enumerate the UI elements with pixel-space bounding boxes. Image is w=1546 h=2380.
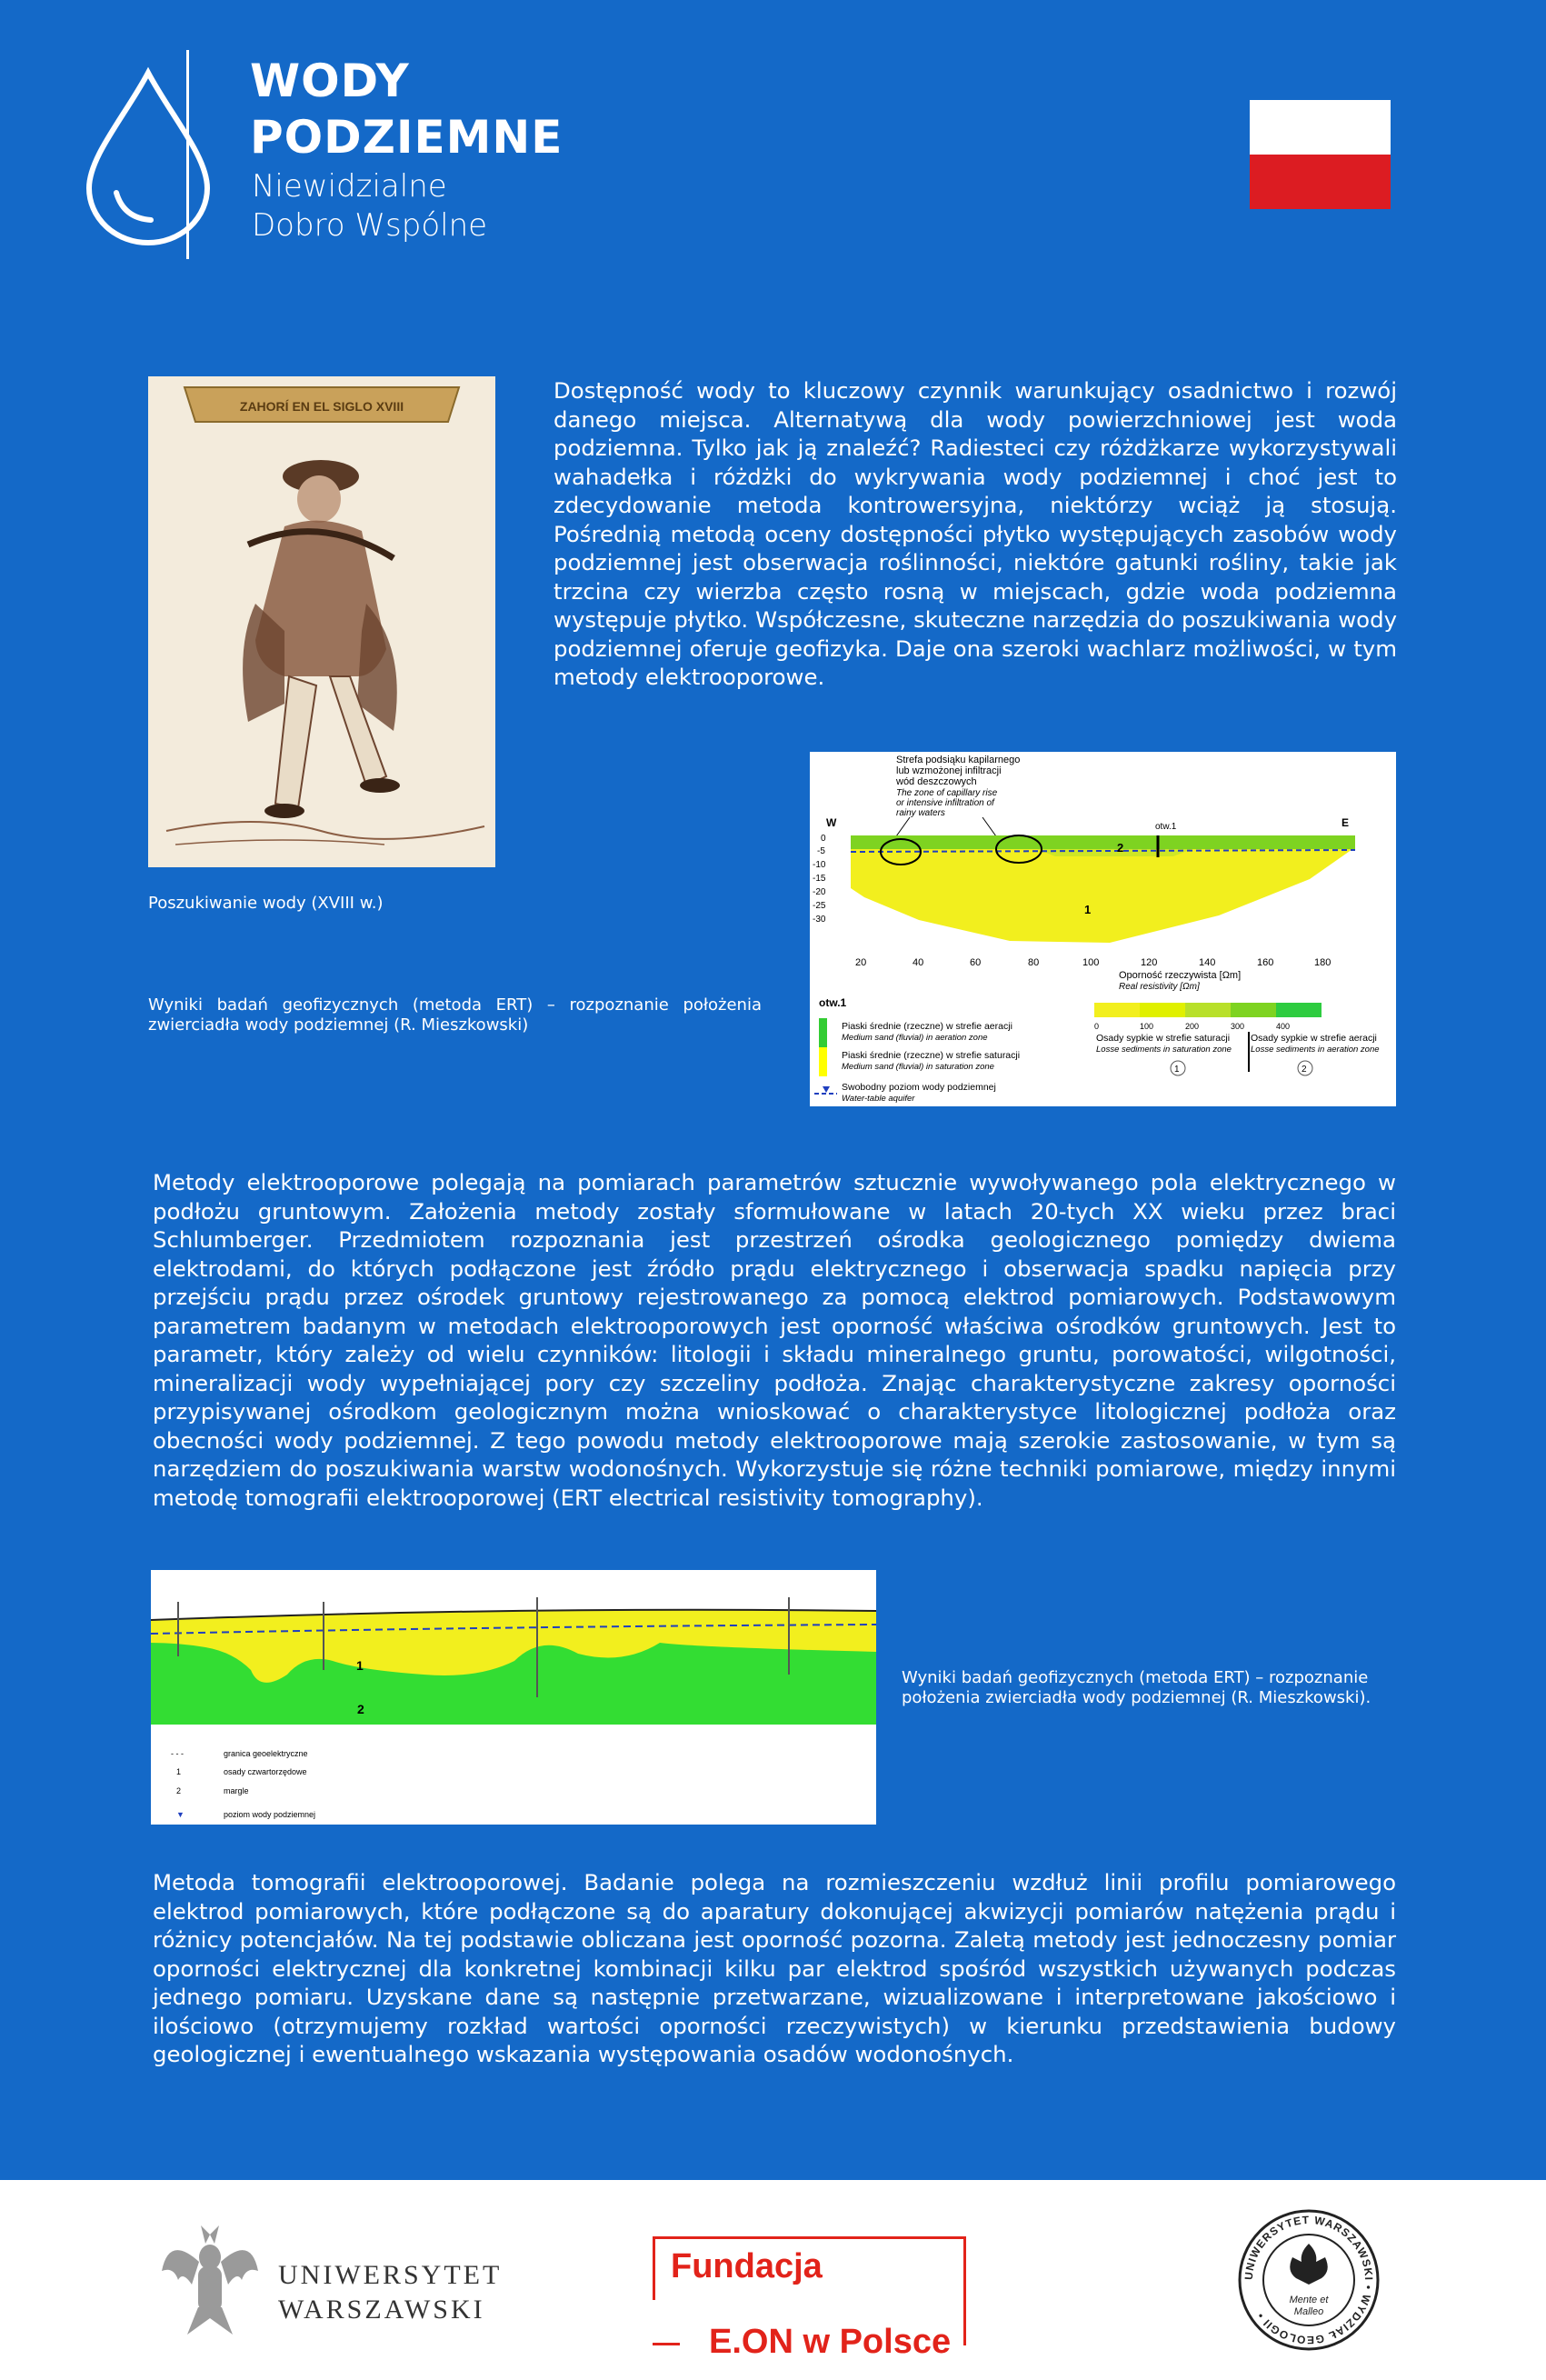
resistivity-label-en: Real resistivity [Ωm] <box>1119 982 1200 992</box>
engraving-banner: ZAHORÍ EN EL SIGLO XVIII <box>239 399 404 414</box>
scale-tick: 400 <box>1276 1022 1291 1031</box>
water-diviner-engraving <box>148 376 495 867</box>
engraving-caption: Poszukiwanie wody (XVIII w.) <box>148 894 384 913</box>
legend-label: Piaski średnie (rzeczne) w strefie saturacji <box>842 1050 1021 1061</box>
depth-tick: -10 <box>813 860 826 870</box>
eon-line1: Fundacja <box>671 2247 823 2285</box>
subtitle-line2: Dobro Wspólne <box>252 207 488 244</box>
title-line1: WODY <box>250 55 410 107</box>
well-label: otw.1 <box>1155 822 1177 832</box>
legend-right-label: Losse sediments in aeration zone <box>1251 1045 1380 1055</box>
east-label: E <box>1342 816 1350 829</box>
water-table-icon <box>823 1086 830 1093</box>
uw-name-line1: UNIWERSYTET <box>278 2260 503 2290</box>
west-label: W <box>826 816 837 829</box>
legend-right-label: Osady sypkie w strefie saturacji <box>1096 1033 1231 1044</box>
x-tick: 140 <box>1199 957 1216 968</box>
scale-segment <box>1094 1003 1140 1017</box>
scale-segment <box>1140 1003 1185 1017</box>
scale-segment <box>1276 1003 1322 1017</box>
water-drop-icon <box>80 65 216 247</box>
legend-label: Medium sand (fluvial) in saturation zone <box>842 1062 994 1072</box>
x-tick: 180 <box>1314 957 1332 968</box>
zone-1-label: 1 <box>1084 903 1092 916</box>
depth-tick: -30 <box>813 915 826 925</box>
legend-label: Piaski średnie (rzeczne) w strefie aeracji <box>842 1021 1012 1032</box>
x-tick: 120 <box>1141 957 1158 968</box>
callout-line: The zone of capillary rise <box>896 788 998 798</box>
callout-line: lub wzmożonej infiltracji <box>896 765 1002 776</box>
scale-tick: 100 <box>1140 1022 1154 1031</box>
seal-ring-text: UNIWERSYTET WARSZAWSKI • WYDZIAŁ GEOLOGII • <box>1242 2213 1376 2347</box>
callout-line: rainy waters <box>896 808 945 818</box>
flag-white-stripe <box>1250 100 1391 155</box>
zone-2-label: 2 <box>1117 841 1124 855</box>
legend-symbol: ▼ <box>176 1810 185 1819</box>
scale-segment <box>1231 1003 1276 1017</box>
depth-tick: -5 <box>817 846 825 856</box>
scale-tick: 200 <box>1185 1022 1200 1031</box>
depth-tick: -25 <box>813 901 826 911</box>
legend-right-number: 2 <box>1302 1065 1307 1075</box>
scale-tick: 300 <box>1231 1022 1245 1031</box>
eagle-emblem-icon <box>160 2216 260 2344</box>
zone-1-label: 1 <box>356 1658 364 1673</box>
title-line2: PODZIEMNE <box>250 111 564 164</box>
legend-right-label: Losse sediments in saturation zone <box>1096 1045 1232 1055</box>
scale-tick: 0 <box>1094 1022 1100 1031</box>
x-tick: 160 <box>1257 957 1274 968</box>
legend-label: granica geoelektryczne <box>224 1749 308 1758</box>
header-divider <box>186 50 189 259</box>
subtitle-line1: Niewidzialne <box>252 168 447 205</box>
legend-symbol: 2 <box>176 1786 182 1795</box>
figure2-caption: Wyniki badań geofizycznych (metoda ERT) – rozpoznanie położenia zwierciadła wody podziemnej (R. Mieszkowski). <box>902 1668 1371 1707</box>
poland-flag-icon <box>1250 100 1391 209</box>
callout-line: wód deszczowych <box>896 776 977 787</box>
legend-right-number: 1 <box>1174 1065 1180 1075</box>
flag-red-stripe <box>1250 155 1391 209</box>
ert-figure-2 <box>151 1570 876 1825</box>
footer <box>0 2180 1546 2380</box>
depth-tick: -20 <box>813 887 826 897</box>
legend-right-label: Osady sypkie w strefie aeracji <box>1251 1033 1377 1044</box>
x-tick: 60 <box>970 957 982 968</box>
intro-paragraph: Dostępność wody to kluczowy czynnik warunkujący osadnictwo i rozwój danego miejsca. Alternatywą dla wody powierzchniowej jest woda podziemna. Tylko jak ją znaleźć? Radiesteci czy różdżkarze wykorzystywali wahadełka i różdżki do wykrywania wody podziemnej i choć jest to zdecydowanie metoda kontrowersyjna, niektórzy wciąż ją stosują. Pośrednią metodą oceny dostępności płytko występujących zasobów wody podziemnej jest obserwacja roślinności, niektóre gatunki rośliny, takie jak trzcina czy wierzba często rosną w miejscach, gdzie woda podziemna występuje płytko. Współczesne, skuteczne narzędzia do poszukiwania wody podziemnej oferuje geofizyka. Daje ona szeroki wachlarz możliwości, w tym metody elektrooporowe. <box>554 377 1397 690</box>
legend-label: poziom wody podziemnej <box>224 1810 316 1819</box>
legend-swatch-saturation <box>819 1047 827 1076</box>
x-tick: 20 <box>855 957 867 968</box>
figure1-caption: Wyniki badań geofizycznych (metoda ERT) – rozpoznanie położenia zwierciadła wody podziemnej (R. Mieszkowski) <box>148 995 762 1035</box>
legend-label: Swobodny poziom wody podziemnej <box>842 1082 996 1093</box>
legend-label: osady czwartorzędowe <box>224 1767 307 1776</box>
legend-well-label: otw.1 <box>819 996 847 1009</box>
legend-swatch-aeration <box>819 1018 827 1047</box>
depth-tick: 0 <box>821 834 826 844</box>
legend-symbol: 1 <box>176 1767 182 1776</box>
main-paragraph: Metody elektrooporowe polegają na pomiarach parametrów sztucznie wywoływanego pola elektrycznego w podłożu gruntowym. Założenia metody zostały sformułowane w latach 20-tych XX wieku przez braci Schlumberger. Przedmiotem rozpoznania jest przestrzeń ośrodka geologicznego pomiędzy dwiema elektrodami, do których podłączone jest źródło prądu elektrycznego i obserwacja spadku napięcia przy przejściu prądu przez ośrodek gruntowy rejestrowanego za pomocą elektrod pomiarowych. Podstawowym parametrem badanym w metodach elektrooporowych jest oporność właściwa ośrodków gruntowych. Jest to parametr, który zależy od wielu czynników: litologii i składu mineralnego gruntu, porowatości, wilgotności, mineralizacji wody wypełniającej pory czy szczeliny podłoża. Znając charakterystyczne zakresy oporności przypisywanej ośrodkom geologicznym można wnioskować o charakterystyce litologicznej podłoża oraz obecności wody podziemnej. Z tego powodu metody elektrooporowe mają szerokie zastosowanie, w tym są narzędziem do poszukiwania warstw wodonośnych. Wykorzystuje się różne techniki pomiarowe, między innymi metodę tomografii elektrooporowej (ERT electrical resistivity tomography). <box>153 1169 1396 1511</box>
seal-motto-line1: Mente et <box>1289 2295 1329 2305</box>
resistivity-label-pl: Oporność rzeczywista [Ωm] <box>1119 970 1242 981</box>
depth-tick: -15 <box>813 874 826 884</box>
x-tick: 100 <box>1082 957 1100 968</box>
callout-line: Strefa podsiąku kapilarnego <box>896 755 1021 765</box>
x-tick: 40 <box>913 957 924 968</box>
legend-label: margle <box>224 1786 249 1795</box>
legend-label: Water-table aquifer <box>842 1094 915 1104</box>
callout-line: or intensive infiltration of <box>896 798 994 808</box>
x-tick: 80 <box>1028 957 1040 968</box>
eon-line2: E.ON w Polsce <box>709 2323 952 2361</box>
seal-motto-line2: Malleo <box>1293 2306 1324 2317</box>
zone-2-label: 2 <box>357 1702 364 1716</box>
legend-symbol: - - - <box>171 1749 184 1758</box>
ert-figure-1 <box>810 752 1396 1106</box>
eon-foundation-logo <box>653 2236 966 2361</box>
final-paragraph: Metoda tomografii elektrooporowej. Badanie polega na rozmieszczeniu wzdłuż linii profilu pomiarowego elektrod pomiarowych, które podłączone są do aparatury dokonującej akwizycji pomiarów natężenia prądu i różnicy potencjałów. Na tej podstawie obliczana jest oporność pozorna. Zaletą metody jest jednoczesny pomiar oporności elektrycznej dla konkretnej kombinacji kilku par elektrod spośród wszystkich używanych podczas jednego pomiaru. Uzyskane dane są następnie przetwarzane, wizualizowane i interpretowane jakościowo i ilościowo (otrzymujemy rozkład wartości oporności rzeczywistych) w kierunku przedstawienia budowy geologicznej i ewentualnego wskazania występowania osadów wodonośnych. <box>153 1869 1396 2067</box>
legend-label: Medium sand (fluvial) in aeration zone <box>842 1033 988 1043</box>
faculty-seal-icon <box>1236 2207 1381 2353</box>
uw-name-line2: WARSZAWSKI <box>278 2295 485 2325</box>
scale-segment <box>1185 1003 1231 1017</box>
